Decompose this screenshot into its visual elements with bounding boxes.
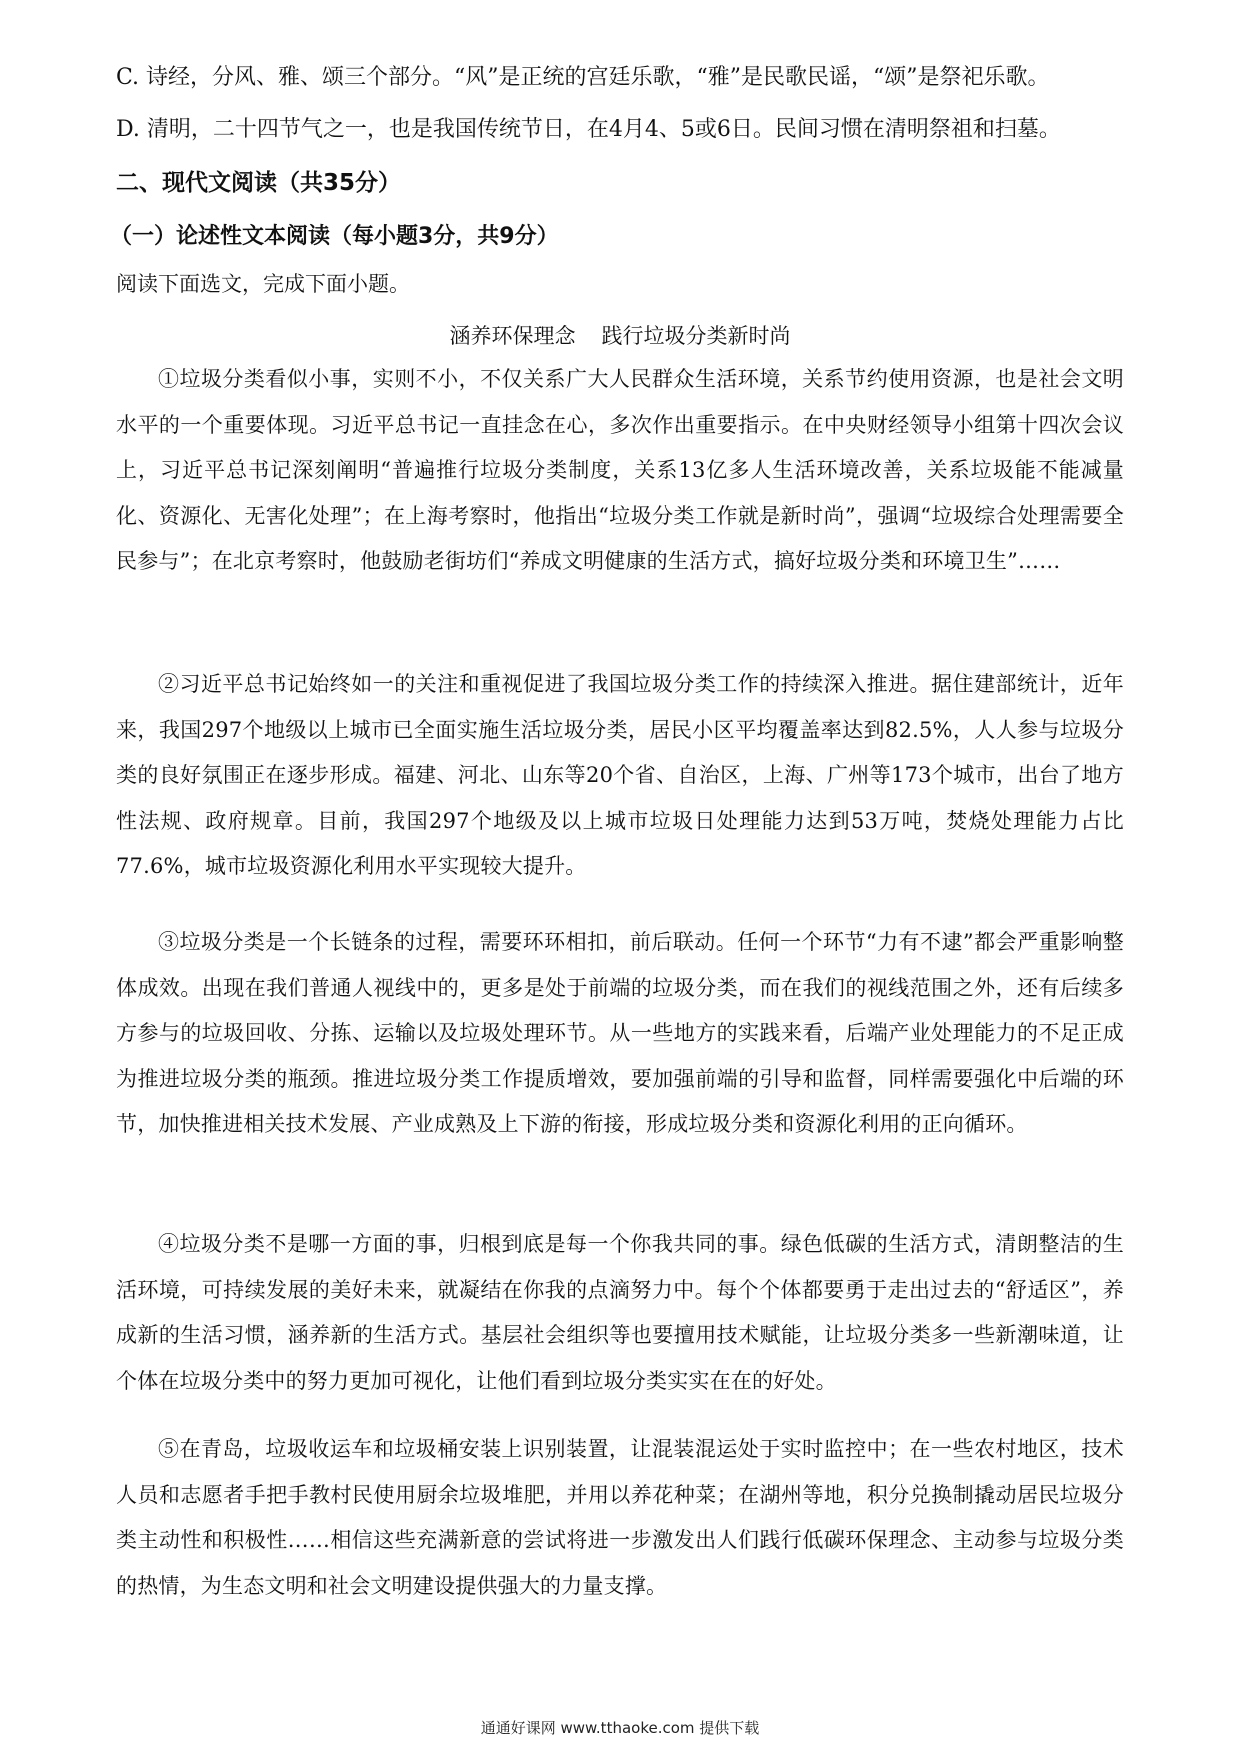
reading-instruction: 阅读下面选文，完成下面小题。	[116, 272, 410, 296]
option-d: D. 清明，二十四节气之一，也是我国传统节日，在4月4、5或6日。民间习惯在清明祭祖和扫墓。	[116, 117, 1061, 142]
section-heading: 二、现代文阅读（共35分）	[116, 170, 402, 196]
article-paragraph-4: ④垃圾分类不是哪一方面的事，归根到底是每一个你我共同的事。绿色低碳的生活方式，清朗整洁的生活环境，可持续发展的美好未来，就凝结在你我的点滴努力中。每个个体都要勇于走出过去的“舒适区”，养成新的生活习惯，涵养新的生活方式。基层社会组织等也要擅用技术赋能，让垃圾分类多一些新潮味道，让个体在垃圾分类中的努力更加可视化，让他们看到垃圾分类实实在在的好处。	[116, 1232, 1124, 1393]
article-paragraph-3: ③垃圾分类是一个长链条的过程，需要环环相扣，前后联动。任何一个环节“力有不逮”都会严重影响整体成效。出现在我们普通人视线中的，更多是处于前端的垃圾分类，而在我们的视线范围之外，还有后续多方参与的垃圾回收、分拣、运输以及垃圾处理环节。从一些地方的实践来看，后端产业处理能力的不足正成为推进垃圾分类的瓶颈。推进垃圾分类工作提质增效，要加强前端的引导和监督，同样需要强化中后端的环节，加快推进相关技术发展、产业成熟及上下游的衔接，形成垃圾分类和资源化利用的正向循环。	[116, 930, 1124, 1136]
article-paragraph-2: ②习近平总书记始终如一的关注和重视促进了我国垃圾分类工作的持续深入推进。据住建部统计，近年来，我国297个地级以上城市已全面实施生活垃圾分类，居民小区平均覆盖率达到82.5%，人人参与垃圾分类的良好氛围正在逐步形成。福建、河北、山东等20个省、自治区，上海、广州等173个城市，出台了地方性法规、政府规章。目前，我国297个地级及以上城市垃圾日处理能力达到53万吨，焚烧处理能力占比77.6%，城市垃圾资源化利用水平实现较大提升。	[116, 672, 1124, 878]
article-title	[0, 321, 1240, 351]
option-c: C. 诗经，分风、雅、颂三个部分。“风”是正统的宫廷乐歌，“雅”是民歌民谣，“颂”是祭祀乐歌。	[116, 65, 1050, 90]
article-paragraph-5: ⑤在青岛，垃圾收运车和垃圾桶安装上识别装置，让混装混运处于实时监控中；在一些农村地区，技术人员和志愿者手把手教村民使用厨余垃圾堆肥，并用以养花种菜；在湖州等地，积分兑换制撬动居民垃圾分类主动性和积极性……相信这些充满新意的尝试将进一步激发出人们践行低碳环保理念、主动参与垃圾分类的热情，为生态文明和社会文明建设提供强大的力量支撑。	[116, 1437, 1124, 1598]
article-title-part2: 践行垃圾分类新时尚	[601, 324, 791, 348]
article-paragraph-1: ①垃圾分类看似小事，实则不小，不仅关系广大人民群众生活环境，关系节约使用资源，也是社会文明水平的一个重要体现。习近平总书记一直挂念在心，多次作出重要指示。在中央财经领导小组第十四次会议上，习近平总书记深刻阐明“普遍推行垃圾分类制度，关系13亿多人生活环境改善，关系垃圾能不能减量化、资源化、无害化处理”；在上海考察时，他指出“垃圾分类工作就是新时尚”，强调“垃圾综合处理需要全民参与”；在北京考察时，他鼓励老街坊们“养成文明健康的生活方式，搞好垃圾分类和环境卫生”……	[116, 367, 1124, 573]
section-subheading: （一）论述性文本阅读（每小题3分，共9分）	[110, 224, 559, 249]
article-title-part1: 涵养环保理念	[449, 324, 576, 348]
page-footer: 通通好课网 www.tthaoke.com 提供下载	[480, 1719, 760, 1737]
